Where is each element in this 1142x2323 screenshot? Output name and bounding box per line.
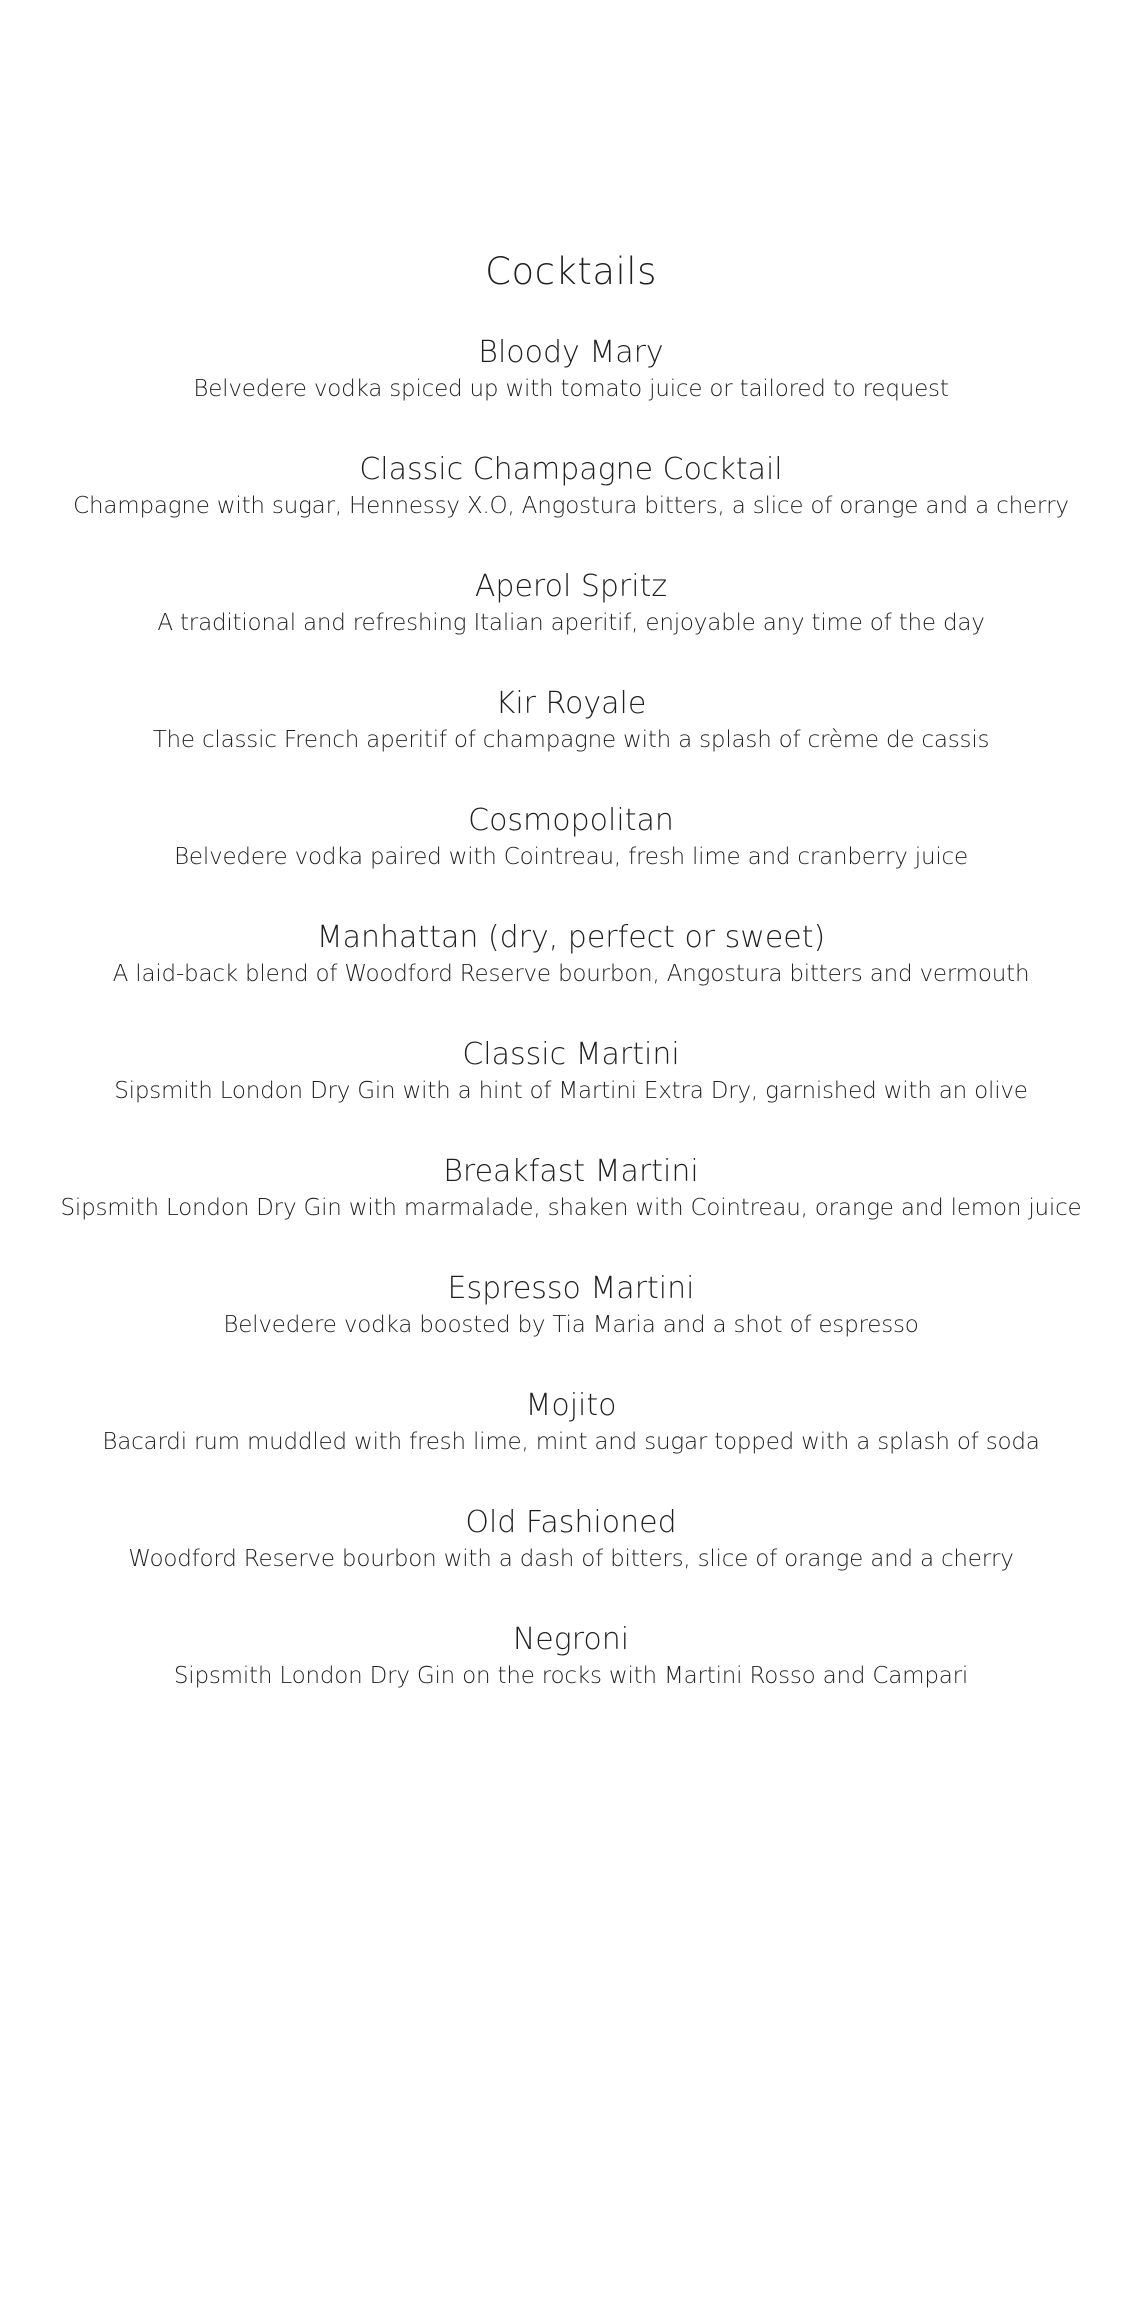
cocktail-name: Espresso Martini bbox=[447, 1271, 695, 1307]
cocktail-description: Sipsmith London Dry Gin with marmalade, shaken with Cointreau, orange and lemon juice bbox=[60, 1195, 1082, 1222]
cocktail-item-classic-champagne-cocktail bbox=[0, 451, 1142, 568]
cocktail-description: Belvedere vodka paired with Cointreau, fresh lime and cranberry juice bbox=[174, 844, 968, 871]
cocktail-description: Champagne with sugar, Hennessy X.O, Angostura bitters, a slice of orange and a cherry bbox=[73, 493, 1069, 520]
cocktail-item-classic-martini bbox=[0, 1036, 1142, 1153]
cocktail-description: Sipsmith London Dry Gin on the rocks with Martini Rosso and Campari bbox=[173, 1663, 969, 1690]
cocktail-item-cosmopolitan bbox=[0, 802, 1142, 919]
cocktail-description: A laid-back blend of Woodford Reserve bourbon, Angostura bitters and vermouth bbox=[112, 961, 1030, 988]
cocktail-item-kir-royale bbox=[0, 685, 1142, 802]
cocktail-item-bloody-mary bbox=[0, 334, 1142, 451]
cocktail-name: Mojito bbox=[525, 1388, 617, 1424]
cocktail-list bbox=[0, 334, 1142, 1738]
cocktail-item-manhattan bbox=[0, 919, 1142, 1036]
cocktail-description: Woodford Reserve bourbon with a dash of bitters, slice of orange and a cherry bbox=[128, 1546, 1014, 1573]
cocktail-name: Classic Champagne Cocktail bbox=[359, 452, 783, 488]
cocktail-name: Aperol Spritz bbox=[474, 569, 668, 605]
cocktail-description: The classic French aperitif of champagne with a splash of crème de cassis bbox=[152, 727, 990, 754]
cocktail-item-breakfast-martini bbox=[0, 1153, 1142, 1270]
cocktail-name: Negroni bbox=[512, 1622, 630, 1658]
cocktail-description: A traditional and refreshing Italian aperitif, enjoyable any time of the day bbox=[157, 610, 985, 637]
cocktail-item-mojito bbox=[0, 1387, 1142, 1504]
cocktail-name: Manhattan (dry, perfect or sweet) bbox=[316, 920, 826, 956]
cocktail-item-aperol-spritz bbox=[0, 568, 1142, 685]
cocktail-name: Classic Martini bbox=[462, 1037, 680, 1073]
cocktail-item-negroni bbox=[0, 1621, 1142, 1738]
cocktail-name: Cosmopolitan bbox=[468, 803, 674, 839]
cocktail-description: Bacardi rum muddled with fresh lime, mint and sugar topped with a splash of soda bbox=[102, 1429, 1040, 1456]
cocktail-description: Sipsmith London Dry Gin with a hint of Martini Extra Dry, garnished with an olive bbox=[114, 1078, 1028, 1105]
cocktail-description: Belvedere vodka boosted by Tia Maria and a shot of espresso bbox=[223, 1312, 919, 1339]
cocktail-name: Breakfast Martini bbox=[443, 1154, 699, 1190]
cocktail-name: Old Fashioned bbox=[465, 1505, 677, 1541]
menu-title: Cocktails bbox=[485, 250, 657, 293]
cocktail-name: Kir Royale bbox=[495, 686, 647, 722]
cocktail-name: Bloody Mary bbox=[478, 335, 664, 371]
cocktail-item-espresso-martini bbox=[0, 1270, 1142, 1387]
cocktail-item-old-fashioned bbox=[0, 1504, 1142, 1621]
cocktail-description: Belvedere vodka spiced up with tomato juice or tailored to request bbox=[193, 376, 949, 403]
